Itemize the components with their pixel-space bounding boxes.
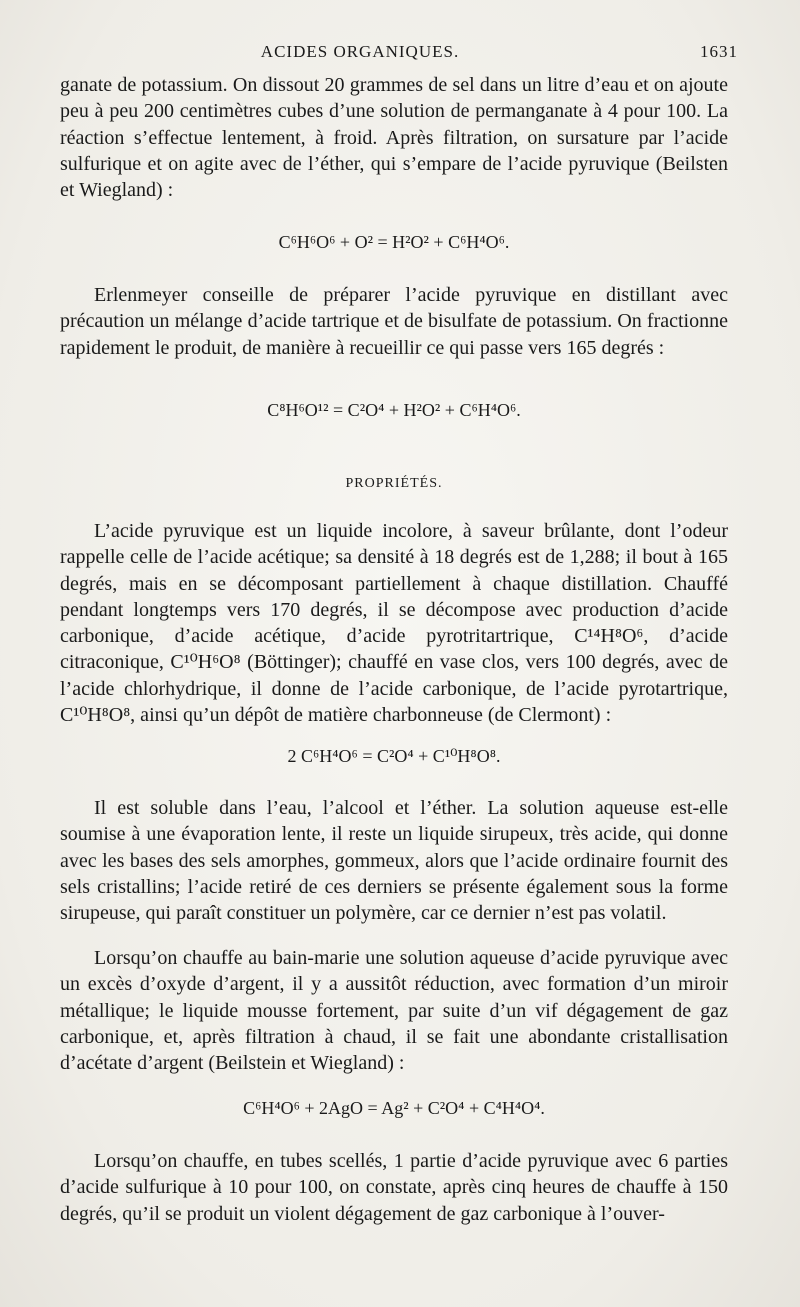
equation-4: C⁶H⁴O⁶ + 2AgO = Ag² + C²O⁴ + C⁴H⁴O⁴. (243, 1098, 545, 1118)
equation-2: C⁸H⁶O¹² = C²O⁴ + H²O² + C⁶H⁴O⁶. (267, 400, 521, 420)
paragraph-3: L’acide pyruvique est un liquide incolore, à saveur brûlante, dont l’odeur rappelle celle de l’acide acétique; sa densité à 18 degrés est de 1,288; il bout à 165 degrés, mais en se décomposant partiellement à chaque distillation. Chauffé pendant longtemps vers 170 degrés, il se décompose avec production d’acide carbonique, d’acide acétique, d’acide pyrotritartrique, C¹⁴H⁸O⁶, d’acide citraconique, C¹⁰H⁶O⁸ (Böttinger); chauffé en vase clos, vers 100 degrés, avec de l’acide chlorhydrique, il donne de l’acide carbonique, de l’acide pyrotartrique, C¹⁰H⁸O⁸, ainsi qu’un dépôt de matière charbonneuse (de Clermont) : (60, 520, 728, 727)
paragraph-4: Il est soluble dans l’eau, l’alcool et l’éther. La solution aqueuse est-elle soumise à une évaporation lente, il reste un liquide sirupeux, très acide, qui donne avec les bases des sels amorphes, gommeux, alors que l’acide ordinaire fournit des sels cristallins; l’acide retiré de ces derniers se présente également sous la forme sirupeuse, qui paraît constituer un polymère, car ce dernier n’est pas volatil. (60, 797, 728, 925)
running-header (60, 38, 740, 68)
paragraph-1-block (60, 72, 728, 203)
paragraph-2-block (60, 282, 728, 361)
paragraph-5-block (60, 945, 728, 1076)
equation-3: 2 C⁶H⁴O⁶ = C²O⁴ + C¹⁰H⁸O⁸. (287, 746, 501, 766)
paragraph-4-block (60, 795, 728, 926)
paragraph-5: Lorsqu’on chauffe au bain-marie une solution aqueuse d’acide pyruvique avec un excès d’oxyde d’argent, il y a aussitôt réduction, avec formation d’un miroir métallique; le liquide mousse fortement, par suite d’un vif dégagement de gaz carbonique, et, après filtration à chaud, il se fait une abondante cristallisation d’acétate d’argent (Beilstein et Wiegland) : (60, 947, 728, 1075)
paragraph-3-block (60, 518, 728, 728)
paragraph-6-block (60, 1148, 728, 1227)
paragraph-1: ganate de potassium. On dissout 20 grammes de sel dans un litre d’eau et on ajoute peu à peu 200 centimètres cubes d’une solution de permanganate à 4 pour 100. La réaction s’effectue lentement, à froid. Après filtration, on sursature par l’acide sulfurique et on agite avec de l’éther, qui s’empare de l’acide pyruvique (Beilsten et Wiegland) : (60, 74, 728, 202)
header-title: ACIDES ORGANIQUES. (260, 42, 460, 61)
section-title: PROPRIÉTÉS. (345, 476, 443, 491)
equation-1: C⁶H⁶O⁶ + O² = H²O² + C⁶H⁴O⁶. (278, 232, 510, 252)
page-number: 1631 (700, 42, 738, 61)
paragraph-2: Erlenmeyer conseille de préparer l’acide pyruvique en distillant avec précaution un mélange d’acide tartrique et de bisulfate de potassium. On fractionne rapidement le produit, de manière à recueillir ce qui passe vers 165 degrés : (60, 284, 728, 359)
paragraph-6: Lorsqu’on chauffe, en tubes scellés, 1 partie d’acide pyruvique avec 6 parties d’acide sulfurique à 10 pour 100, on constate, après cinq heures de chauffe à 150 degrés, qu’il se produit un violent dégagement de gaz carbonique à l’ouver- (60, 1150, 728, 1225)
